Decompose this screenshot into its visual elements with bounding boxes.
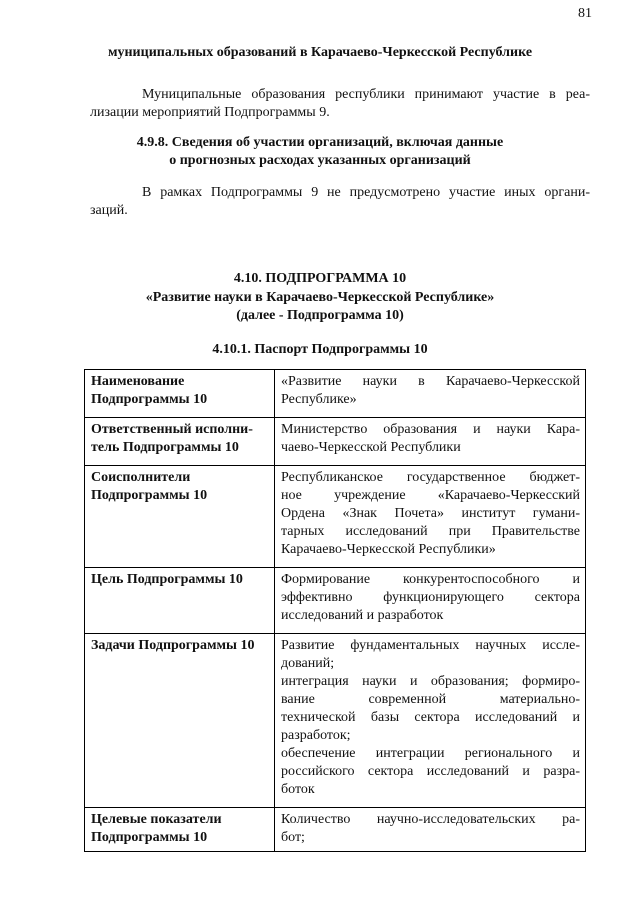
passport-label-cell [85, 370, 275, 418]
passport-label-cell [85, 568, 275, 634]
passport-label-cell [85, 466, 275, 568]
header-line: муниципальных образований в Карачаево-Черкесской Республике [107, 45, 533, 60]
passport-label-line: Подпрограммы 10 [91, 392, 208, 407]
passport-label-line: Подпрограммы 10 [91, 488, 208, 503]
paragraph-municipal-participation [90, 86, 590, 122]
passport-value-cell [275, 466, 586, 568]
passport-label-line: тель Подпрограммы 10 [91, 440, 239, 455]
passport-value-line: Республике» [281, 392, 357, 407]
passport-value-line: Количество научно-исследовательских ра- [281, 812, 580, 827]
passport-value-line: бот; [281, 830, 305, 845]
passport-value-line: Развитие фундаментальных научных иссле- [281, 638, 580, 653]
passport-value-line: обеспечение интеграции регионального и [281, 746, 580, 761]
passport-value-line: интеграция науки и образования; формиро- [281, 674, 580, 689]
passport-value-cell [275, 418, 586, 466]
passport-value-line: чаево-Черкесской Республики [281, 440, 461, 455]
passport-label-cell [85, 418, 275, 466]
passport-value-line: Министерство образования и науки Кара- [281, 422, 580, 437]
paragraph-no-participation [90, 184, 590, 220]
passport-value-line: эффективно функционирующего сектора [281, 590, 580, 605]
paragraph-line: заций. [90, 203, 128, 218]
passport-value-line: дований; [281, 656, 335, 671]
passport-label-line: Целевые показатели [91, 812, 222, 827]
passport-value-line: Формирование конкурентоспособного и [281, 572, 580, 587]
passport-value-cell [275, 370, 586, 418]
passport-value-line: боток [281, 782, 315, 797]
passport-value-cell [275, 634, 586, 808]
passport-value-line: Ордена «Знак Почета» институт гумани- [281, 506, 580, 521]
section-4-10-subtitle: «Развитие науки в Карачаево-Черкесской Республике» [145, 290, 495, 305]
page-number: 81 [578, 6, 592, 21]
passport-value-line: Республиканское государственное бюджет- [281, 470, 580, 485]
passport-value-line: исследований и разработок [281, 608, 444, 623]
table-row [85, 466, 586, 568]
passport-label-line: Ответственный исполни- [91, 422, 253, 437]
passport-value-line: «Развитие науки в Карачаево-Черкесской [281, 374, 580, 389]
table-row [85, 634, 586, 808]
passport-value-line: разработок; [281, 728, 351, 743]
passport-label-line: Подпрограммы 10 [91, 830, 208, 845]
passport-value-cell [275, 568, 586, 634]
section-4-10-1-title: 4.10.1. Паспорт Подпрограммы 10 [212, 342, 428, 357]
passport-value-line: российского сектора исследований и разра- [281, 764, 580, 779]
passport-table [84, 369, 586, 852]
section-4-9-8-title: 4.9.8. Сведения об участии организаций, включая данные [136, 135, 504, 150]
passport-label-cell [85, 634, 275, 808]
table-row [85, 370, 586, 418]
passport-label-line: Задачи Подпрограммы 10 [91, 638, 255, 653]
passport-value-line: ное учреждение «Карачаево-Черкесский [281, 488, 580, 503]
passport-value-line: тарных исследований при Правительстве [281, 524, 580, 539]
section-4-10-title: 4.10. ПОДПРОГРАММА 10 [233, 271, 407, 286]
paragraph-line: Муниципальные образования республики принимают участие в реа- [142, 87, 590, 102]
section-4-10-note: (далее - Подпрограмма 10) [236, 308, 404, 323]
passport-value-line: Карачаево-Черкесской Республики» [281, 542, 496, 557]
table-row [85, 808, 586, 852]
passport-value-cell [275, 808, 586, 852]
paragraph-line: лизации мероприятий Подпрограммы 9. [90, 105, 330, 120]
table-row [85, 568, 586, 634]
passport-value-line: технической базы сектора исследований и [281, 710, 580, 725]
table-row [85, 418, 586, 466]
section-4-9-8-title: о прогнозных расходах указанных организаций [169, 153, 471, 168]
passport-value-line: вание современной материально- [281, 692, 580, 707]
passport-label-cell [85, 808, 275, 852]
passport-label-line: Цель Подпрограммы 10 [91, 572, 243, 587]
passport-label-line: Соисполнители [91, 470, 191, 485]
passport-label-line: Наименование [91, 374, 185, 389]
paragraph-line: В рамках Подпрограммы 9 не предусмотрено участие иных органи- [142, 185, 590, 200]
